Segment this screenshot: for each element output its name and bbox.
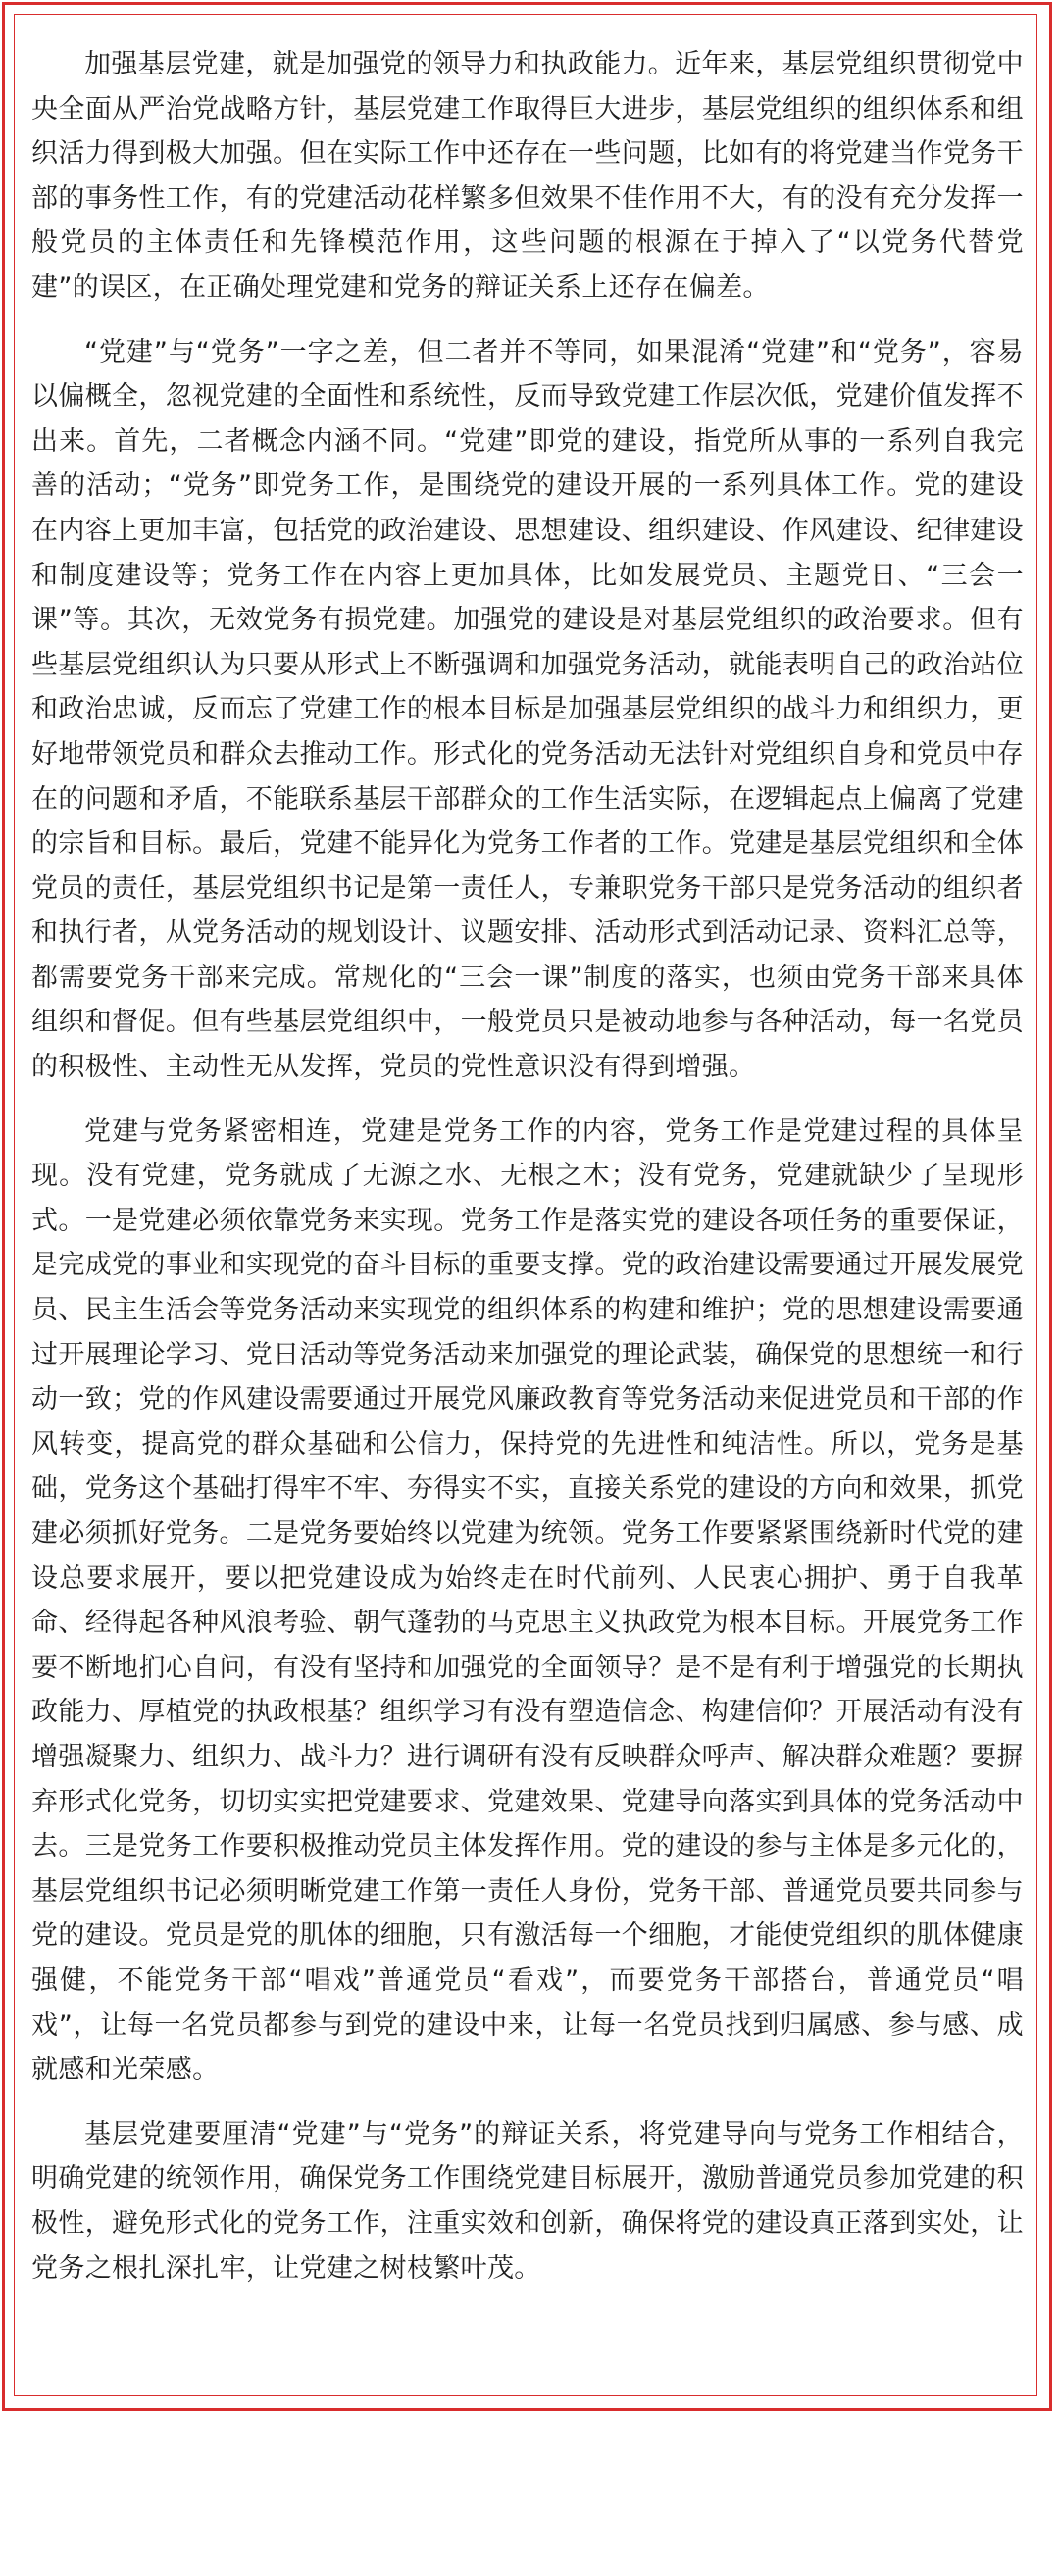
article-body [31,42,1024,2310]
paragraph-conclusion: 基层党建要厘清“党建”与“党务”的辩证关系，将党建导向与党务工作相结合，明确党建的统领作用，确保党务工作围绕党建目标展开，激励普通党员参加党建的积极性，避免形式化的党务工作，注重实效和创新，确保将党的建设真正落到实处，让党务之根扎深扎牢，让党建之树枝繁叶茂。 [31,2118,1024,2284]
paragraph-connection: 党建与党务紧密相连，党建是党务工作的内容，党务工作是党建过程的具体呈现。没有党建，党务就成了无源之水、无根之木；没有党务，党建就缺少了呈现形式。一是党建必须依靠党务来实现。党务工作是落实党的建设各项任务的重要保证，是完成党的事业和实现党的奋斗目标的重要支撑。党的政治建设需要通过开展发展党员、民主生活会等党务活动来实现党的组织体系的构建和维护；党的思想建设需要通过开展理论学习、党日活动等党务活动来加强党的理论武装，确保党的思想统一和行动一致；党的作风建设需要通过开展党风廉政教育等党务活动来促进党员和干部的作风转变，提高党的群众基础和公信力，保持党的先进性和纯洁性。所以，党务是基础，党务这个基础打得牢不牢、夯得实不实，直接关系党的建设的方向和效果，抓党建必须抓好党务。二是党务要始终以党建为统领。党务工作要紧紧围绕新时代党的建设总要求展开，要以把党建设成为始终走在时代前列、人民衷心拥护、勇于自我革命、经得起各种风浪考验、朝气蓬勃的马克思主义执政党为根本目标。开展党务工作要不断地扪心自问，有没有坚持和加强党的全面领导？是不是有利于增强党的长期执政能力、厚植党的执政根基？组织学习有没有塑造信念、构建信仰？开展活动有没有增强凝聚力、组织力、战斗力？进行调研有没有反映群众呼声、解决群众难题？要摒弃形式化党务，切切实实把党建要求、党建效果、党建导向落实到具体的党务活动中去。三是党务工作要积极推动党员主体发挥作用。党的建设的参与主体是多元化的，基层党组织书记必须明晰党建工作第一责任人身份，党务干部、普通党员要共同参与党的建设。党员是党的肌体的细胞，只有激活每一个细胞，才能使党组织的肌体健康强健，不能党务干部“唱戏”普通党员“看戏”，而要党务干部搭台，普通党员“唱戏”，让每一名党员都参与到党的建设中来，让每一名党员找到归属感、参与感、成就感和光荣感。 [31,1115,1024,2086]
paragraph-distinction: “党建”与“党务”一字之差，但二者并不等同，如果混淆“党建”和“党务”，容易以偏概全，忽视党建的全面性和系统性，反而导致党建工作层次低，党建价值发挥不出来。首先，二者概念内涵不同。“党建”即党的建设，指党所从事的一系列自我完善的活动；“党务”即党务工作，是围绕党的建设开展的一系列具体工作。党的建设在内容上更加丰富，包括党的政治建设、思想建设、组织建设、作风建设、纪律建设和制度建设等；党务工作在内容上更加具体，比如发展党员、主题党日、“三会一课”等。其次，无效党务有损党建。加强党的建设是对基层党组织的政治要求。但有些基层党组织认为只要从形式上不断强调和加强党务活动，就能表明自己的政治站位和政治忠诚，反而忘了党建工作的根本目标是加强基层党组织的战斗力和组织力，更好地带领党员和群众去推动工作。形式化的党务活动无法针对党组织自身和党员中存在的问题和矛盾，不能联系基层干部群众的工作生活实际，在逻辑起点上偏离了党建的宗旨和目标。最后，党建不能异化为党务工作者的工作。党建是基层党组织和全体党员的责任，基层党组织书记是第一责任人，专兼职党务干部只是党务活动的组织者和执行者，从党务活动的规划设计、议题安排、活动形式到活动记录、资料汇总等，都需要党务干部来完成。常规化的“三会一课”制度的落实，也须由党务干部来具体组织和督促。但有些基层党组织中，一般党员只是被动地参与各种活动，每一名党员的积极性、主动性无从发挥，党员的党性意识没有得到增强。 [31,336,1024,1083]
paragraph-intro: 加强基层党建，就是加强党的领导力和执政能力。近年来，基层党组织贯彻党中央全面从严治党战略方针，基层党建工作取得巨大进步，基层党组织的组织体系和组织活力得到极大加强。但在实际工作中还存在一些问题，比如有的将党建当作党务干部的事务性工作，有的党建活动花样繁多但效果不佳作用不大，有的没有充分发挥一般党员的主体责任和先锋模范作用，这些问题的根源在于掉入了“以党务代替党建”的误区，在正确处理党建和党务的辩证关系上还存在偏差。 [31,49,1024,303]
